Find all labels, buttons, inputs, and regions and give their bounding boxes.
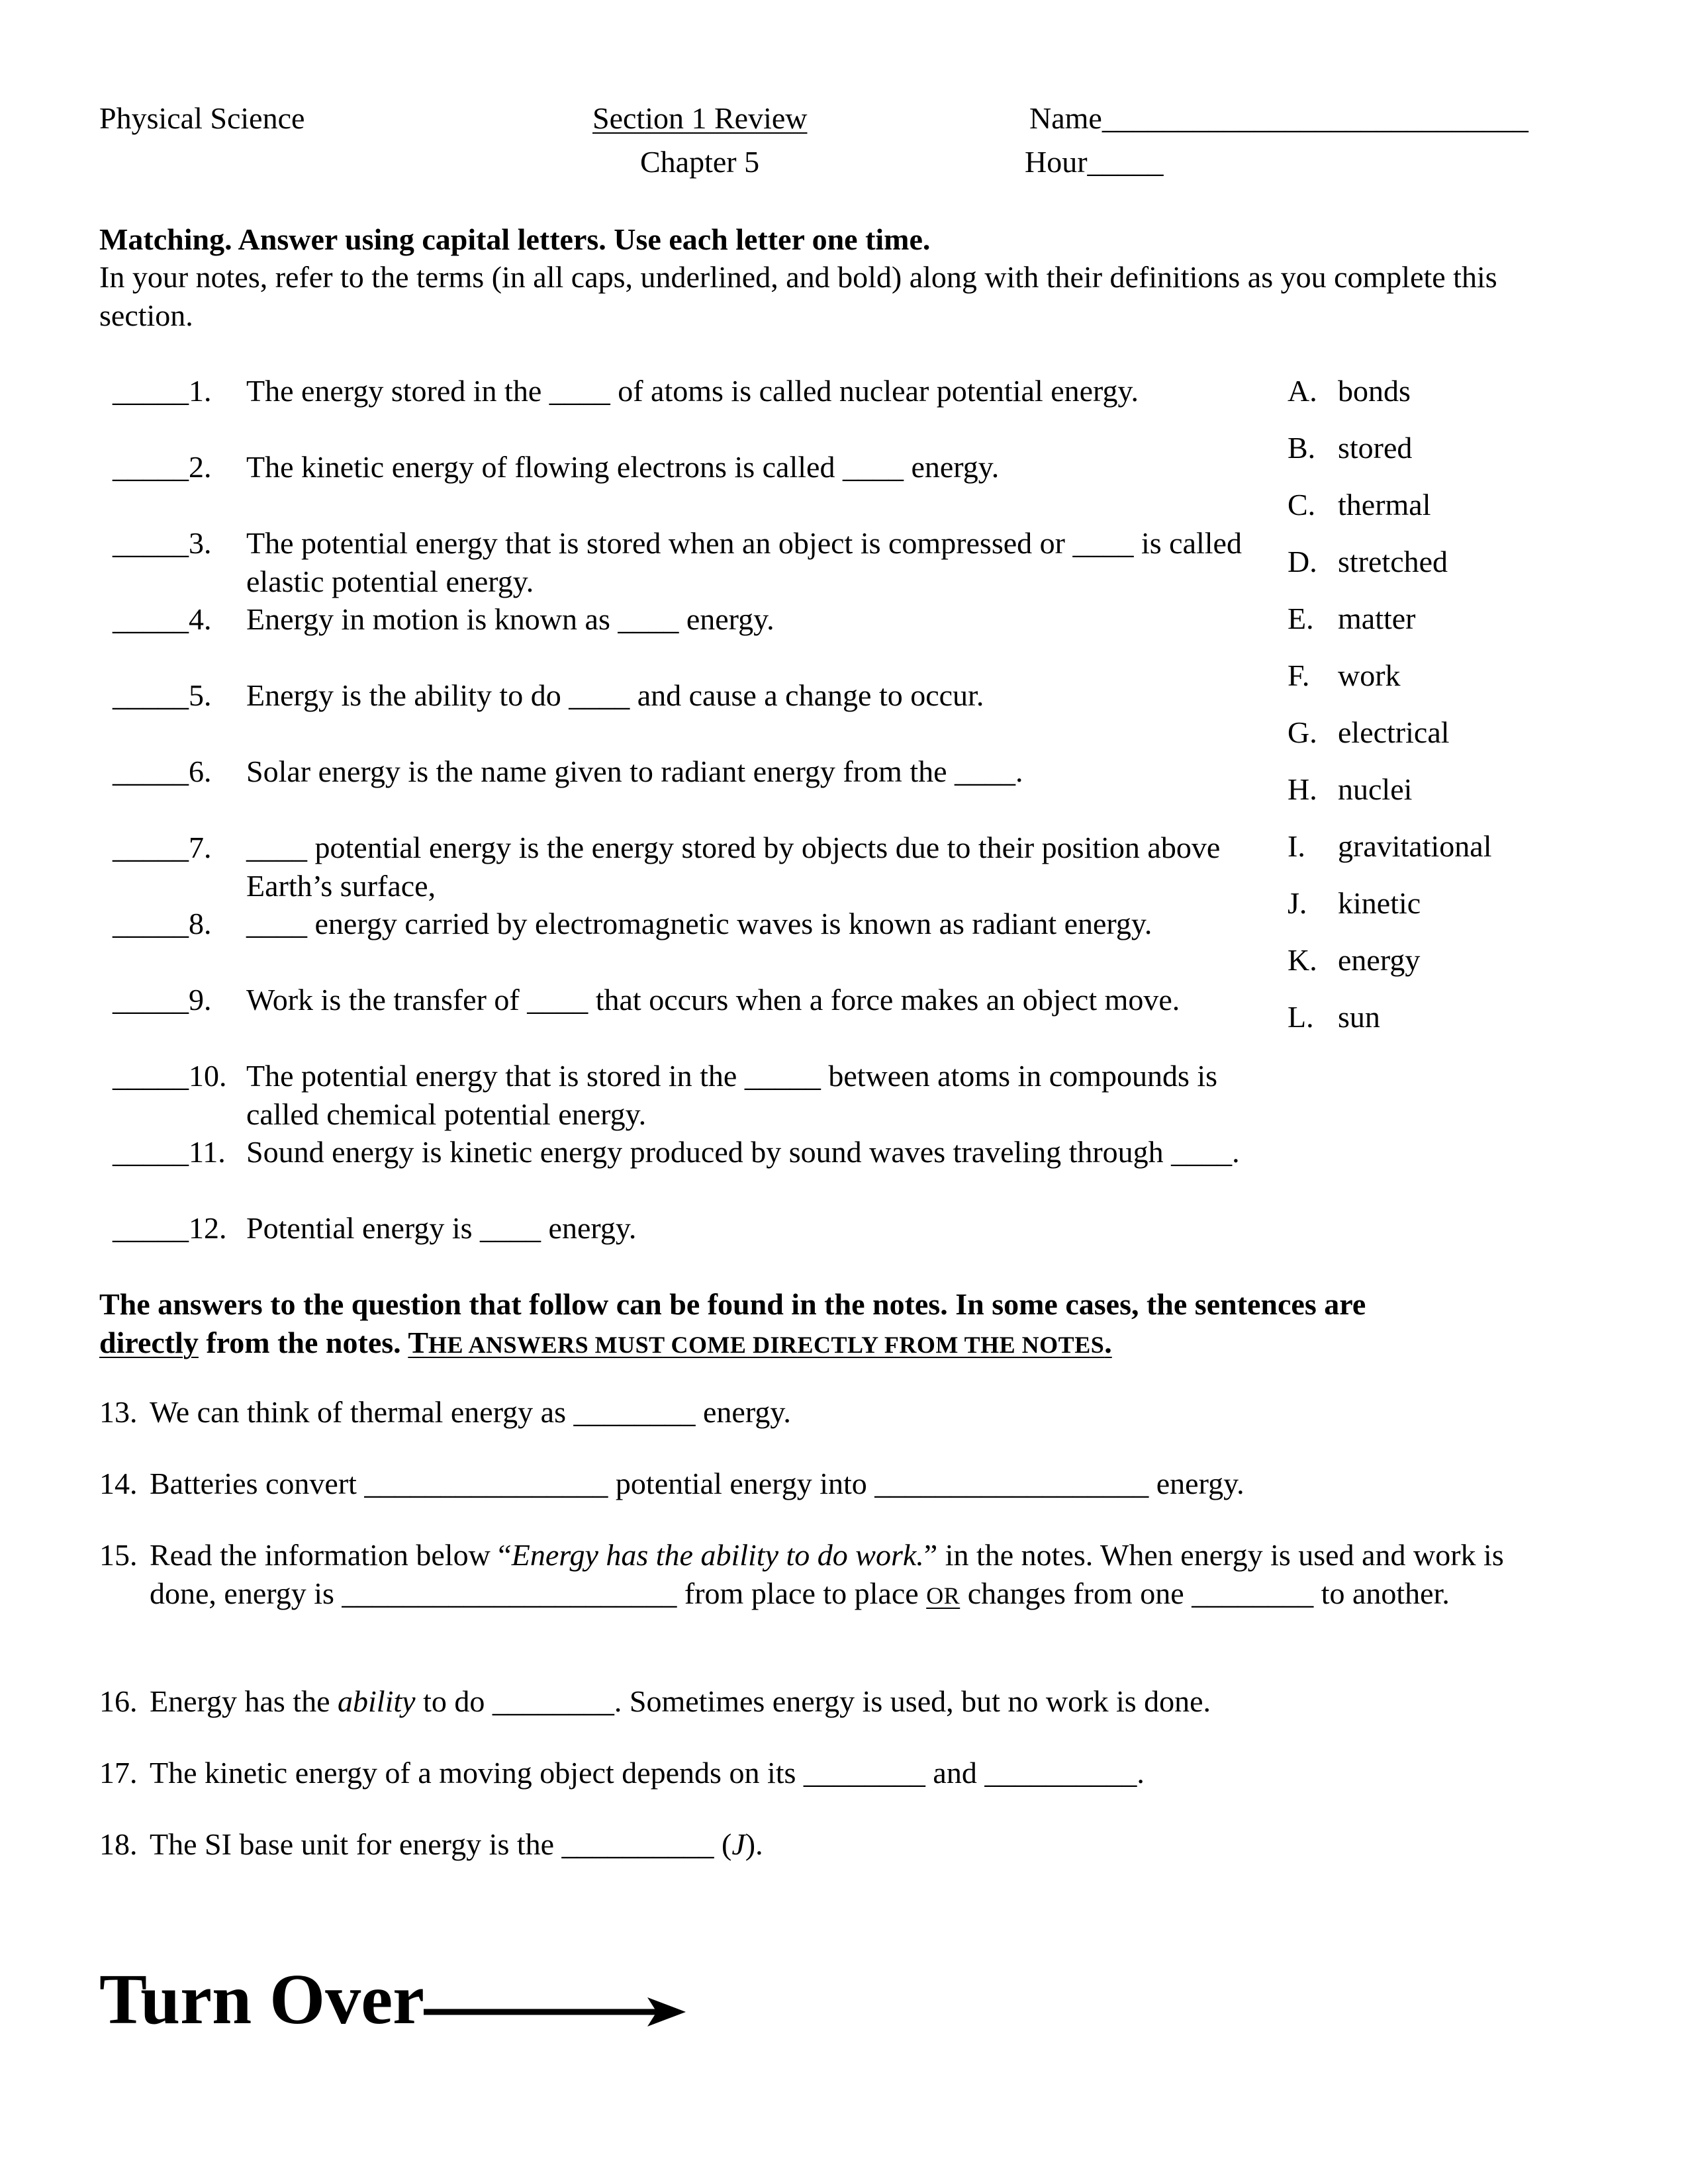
- answer-blank[interactable]: _____4.: [113, 602, 212, 636]
- choice-word: kinetic: [1338, 886, 1421, 920]
- matching-heading: Matching. Answer using capital letters. Use each letter one time.: [99, 222, 931, 256]
- course-title: Physical Science: [99, 101, 305, 135]
- answer-choice: [1288, 372, 1411, 410]
- choice-letter: F.: [1288, 659, 1310, 692]
- matching-item-text: ____ energy carried by electromagnetic waves is known as radiant energy.: [246, 907, 1152, 940]
- hour-field[interactable]: Hour_____: [1025, 145, 1164, 179]
- choice-word: gravitational: [1338, 829, 1492, 863]
- choice-letter: L.: [1288, 1000, 1314, 1034]
- answer-blank[interactable]: _____2.: [113, 450, 212, 484]
- choice-letter: K.: [1288, 943, 1317, 977]
- question-text-part: Read the information below “: [150, 1538, 512, 1572]
- question-text-part: ” in the notes. When energy is used and work is done, energy is ______________________ from place to place: [150, 1538, 1504, 1610]
- right-arrow-icon: [424, 1992, 688, 2032]
- choice-word: electrical: [1338, 715, 1450, 749]
- question-text: [150, 1536, 1569, 1615]
- answer-blank[interactable]: _____1.: [113, 374, 212, 408]
- choice-letter: G.: [1288, 715, 1317, 749]
- notes-heading-line1: The answers to the question that follow can be found in the notes. In some cases, the sentences are: [99, 1287, 1366, 1321]
- choice-word: energy: [1338, 943, 1421, 977]
- answer-blank[interactable]: _____12.: [113, 1211, 227, 1245]
- answer-choice: [1288, 657, 1401, 695]
- matching-item-text: The potential energy that is stored in the _____ between atoms in compounds is called chemical potential energy.: [246, 1059, 1218, 1131]
- answer-blank[interactable]: _____8.: [113, 907, 212, 940]
- question-text-part: Energy has the: [150, 1684, 338, 1718]
- answer-choice: [1288, 884, 1421, 923]
- answer-blank[interactable]: _____3.: [113, 526, 212, 560]
- matching-item-text: Sound energy is kinetic energy produced by sound waves traveling through ____.: [246, 1135, 1240, 1169]
- turn-over-label: Turn Over: [99, 1960, 425, 2039]
- matching-item-text: The kinetic energy of flowing electrons is called ____ energy.: [246, 450, 1000, 484]
- answer-blank[interactable]: _____11.: [113, 1135, 226, 1169]
- question-number: 16.: [99, 1684, 138, 1718]
- choice-letter: H.: [1288, 772, 1317, 806]
- or-emphasis: OR: [926, 1582, 961, 1609]
- answer-choice: [1288, 713, 1450, 752]
- question-text: [150, 1825, 1569, 1864]
- answer-blank[interactable]: _____7.: [113, 831, 212, 864]
- choice-word: matter: [1338, 602, 1416, 635]
- answer-choice: [1288, 998, 1380, 1036]
- question-number: 18.: [99, 1827, 138, 1861]
- matching-item-text: The potential energy that is stored when an object is compressed or ____ is called elastic potential energy.: [246, 526, 1242, 598]
- question-text: The kinetic energy of a moving object depends on its ________ and __________.: [150, 1756, 1145, 1790]
- section-title: Section 1 Review: [592, 101, 808, 135]
- notes-heading-text: from the notes.: [198, 1326, 408, 1359]
- matching-item-text: The energy stored in the ____ of atoms is called nuclear potential energy.: [246, 374, 1139, 408]
- matching-item-text: Energy in motion is known as ____ energy.: [246, 602, 774, 636]
- choice-letter: E.: [1288, 602, 1314, 635]
- emphasis-directly: directly: [99, 1326, 199, 1359]
- choice-letter: B.: [1288, 431, 1316, 465]
- choice-letter: D.: [1288, 545, 1317, 578]
- italic-phrase: Energy has the ability to do work.: [511, 1538, 924, 1572]
- answer-blank[interactable]: _____10.: [113, 1059, 227, 1093]
- choice-letter: I.: [1288, 829, 1305, 863]
- matching-instructions: In your notes, refer to the terms (in all caps, underlined, and bold) along with their definitions as you complete this section.: [99, 260, 1497, 332]
- answer-blank[interactable]: _____9.: [113, 983, 212, 1017]
- choice-word: sun: [1338, 1000, 1380, 1034]
- question-text-part: changes from one ________ to another.: [960, 1576, 1450, 1610]
- caps-notice: [408, 1326, 1111, 1359]
- matching-item-text: Solar energy is the name given to radiant energy from the ____.: [246, 754, 1023, 788]
- answer-choice: [1288, 770, 1412, 809]
- answer-choice: [1288, 543, 1448, 581]
- question-text: Batteries convert ________________ potential energy into __________________ energy.: [150, 1467, 1244, 1500]
- question-number: 15.: [99, 1538, 138, 1572]
- choice-letter: C.: [1288, 488, 1316, 522]
- choice-word: stretched: [1338, 545, 1448, 578]
- choice-word: nuclei: [1338, 772, 1413, 806]
- answer-choice: [1288, 486, 1431, 524]
- matching-item-text: ____ potential energy is the energy stored by objects due to their position above Earth’s surface,: [246, 831, 1221, 903]
- chapter-title: Chapter 5: [640, 145, 760, 179]
- question-text-part: to do ________. Sometimes energy is used, but no work is done.: [415, 1684, 1211, 1718]
- question-number: 13.: [99, 1395, 138, 1429]
- question-text-part: ).: [745, 1827, 763, 1861]
- caps-end: .: [1104, 1326, 1112, 1359]
- italic-unit: J: [731, 1827, 745, 1861]
- matching-item-text: Potential energy is ____ energy.: [246, 1211, 637, 1245]
- answer-blank[interactable]: _____5.: [113, 678, 212, 712]
- answer-choice: [1288, 600, 1416, 638]
- question-number: 14.: [99, 1467, 138, 1500]
- choice-word: thermal: [1338, 488, 1431, 522]
- answer-choice: [1288, 429, 1412, 467]
- question-text: [150, 1682, 1569, 1721]
- choice-word: stored: [1338, 431, 1413, 465]
- italic-word: ability: [338, 1684, 416, 1718]
- notes-heading-line2: [99, 1324, 1112, 1362]
- question-number: 17.: [99, 1756, 138, 1790]
- choice-word: bonds: [1338, 374, 1411, 408]
- name-field[interactable]: Name____________________________: [1029, 101, 1528, 135]
- caps-rest: HE ANSWERS MUST COME DIRECTLY FROM THE NOTES: [428, 1332, 1105, 1358]
- answer-blank[interactable]: _____6.: [113, 754, 212, 788]
- answer-choice: [1288, 941, 1420, 979]
- matching-item-text: Energy is the ability to do ____ and cause a change to occur.: [246, 678, 984, 712]
- answer-choice: [1288, 827, 1491, 866]
- choice-letter: J.: [1288, 886, 1307, 920]
- matching-item-text: Work is the transfer of ____ that occurs when a force makes an object move.: [246, 983, 1180, 1017]
- choice-letter: A.: [1288, 374, 1317, 408]
- question-text-part: The SI base unit for energy is the __________ (: [150, 1827, 732, 1861]
- caps-first-letter: T: [408, 1326, 429, 1359]
- choice-word: work: [1338, 659, 1401, 692]
- question-text: We can think of thermal energy as ________ energy.: [150, 1395, 791, 1429]
